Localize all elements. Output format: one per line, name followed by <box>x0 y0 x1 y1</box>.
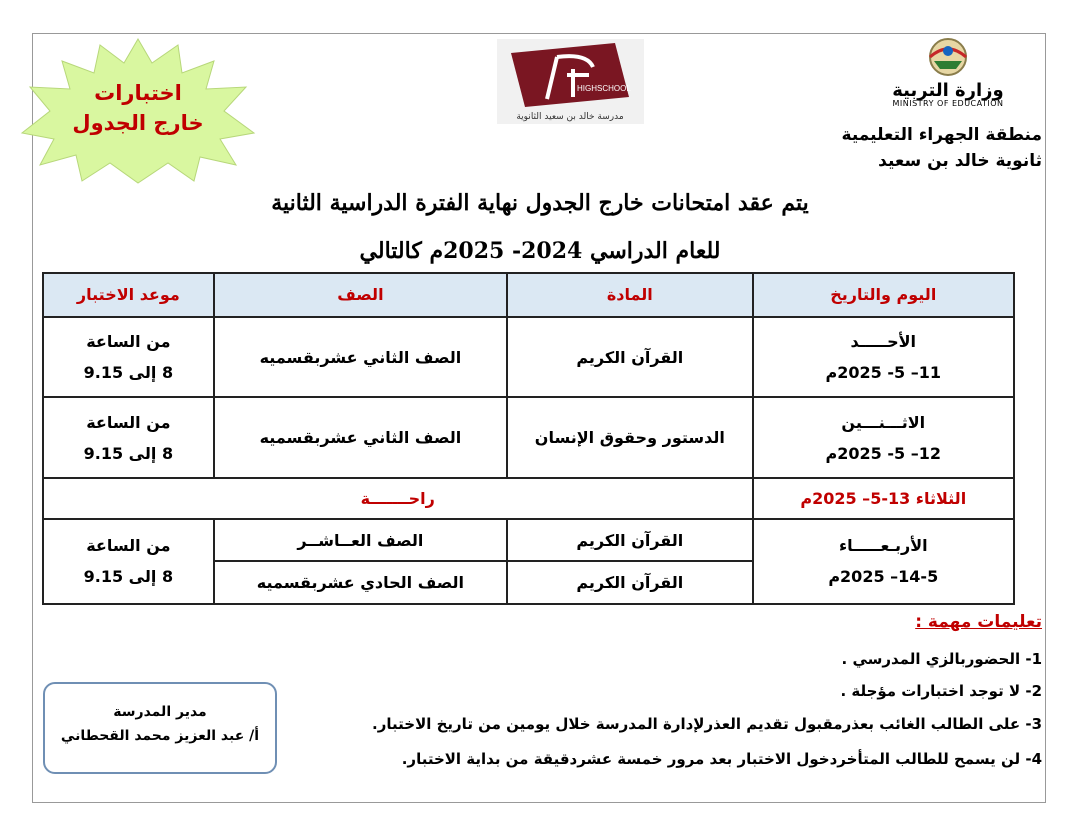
time-range: 8 إلى 9.15 <box>83 443 174 463</box>
exam-date: 11– 5- 2025م <box>825 363 941 382</box>
day-date-cell <box>753 317 1014 398</box>
header-time: موعد الاختبار <box>43 273 214 317</box>
grade-cell: الصف الثاني عشربقسميه <box>214 317 507 398</box>
school-logo-brand: HIGHSCHOOL <box>577 84 631 93</box>
time-range: 8 إلى 9.15 <box>83 567 174 587</box>
table-row <box>43 317 1014 398</box>
ministry-name-en: MINISTRY OF EDUCATION <box>892 99 1004 108</box>
region-name: منطقة الجهراء التعليمية <box>841 125 1042 145</box>
principal-title: مدير المدرسة <box>113 704 207 720</box>
time-from: من الساعة <box>86 412 171 432</box>
subject-cell: القرآن الكريم <box>507 519 752 562</box>
badge-line1: اختبارات <box>94 81 182 105</box>
rest-row <box>43 478 1014 518</box>
subject-cell: القرآن الكريم <box>507 317 752 398</box>
grade-cell: الصف الحادي عشربقسميه <box>214 561 507 604</box>
rest-day-cell: الثلاثاء 13-5– 2025م <box>753 478 1014 518</box>
headline-line1: يتم عقد امتحانات خارج الجدول نهاية الفترة الدراسية الثانية <box>271 190 809 216</box>
table-header-row <box>43 273 1014 317</box>
header-region <box>842 122 1042 174</box>
exam-date: 12– 5- 2025م <box>825 443 941 463</box>
instructions-title: تعليمات مهمة : <box>915 612 1042 632</box>
header-grade: الصف <box>214 273 507 317</box>
ministry-name: وزارة التربية <box>892 80 1004 101</box>
badge-text <box>18 78 258 138</box>
principal-name: أ/ عبد العزيز محمد القحطاني <box>60 728 260 744</box>
headline-line2: للعام الدراسي 2024- 2025م كالتالي <box>359 238 721 264</box>
time-from: من الساعة <box>86 536 171 556</box>
time-cell <box>43 317 214 398</box>
instruction-item: 4- لن يسمح للطالب المتأخردخول الاختبار بعد مرور خمسة عشردقيقة من بداية الاختبار. <box>401 750 1042 768</box>
badge-line2: خارج الجدول <box>72 111 204 135</box>
table-row <box>43 519 1014 562</box>
header-day-date: اليوم والتاريخ <box>753 273 1014 317</box>
exam-schedule-table <box>42 272 1015 605</box>
time-from: من الساعة <box>86 332 171 351</box>
subject-cell: الدستور وحقوق الإنسان <box>507 397 752 478</box>
header-subject: المادة <box>507 273 752 317</box>
time-cell <box>43 519 214 604</box>
day-name: الأربـعـــــاء <box>838 536 928 556</box>
instruction-item: 1- الحضوربالزي المدرسي . <box>841 650 1042 668</box>
day-name: الاثـــنـــين <box>841 412 926 432</box>
grade-cell: الصف الثاني عشربقسميه <box>214 397 507 478</box>
school-name: ثانوية خالد بن سعيد <box>878 151 1042 171</box>
principal-signature-box <box>43 682 277 774</box>
exam-date: 14-5– 2025م <box>828 567 939 587</box>
instruction-item: 2- لا توجد اختبارات مؤجلة . <box>840 682 1042 700</box>
day-date-cell <box>753 397 1014 478</box>
instruction-item: 3- على الطالب الغائب بعذرمقبول تقديم العذرلإدارة المدرسة خلال يومين من تاريخ الاختبار. <box>372 715 1042 733</box>
table-row <box>43 397 1014 478</box>
day-date-cell <box>753 519 1014 604</box>
school-logo-caption: مدرسة خالد بن سعيد الثانوية <box>516 112 624 122</box>
school-logo-icon <box>497 39 644 124</box>
subject-cell: القرآن الكريم <box>507 561 752 604</box>
time-range: 8 إلى 9.15 <box>83 363 174 382</box>
day-name: الأحـــــد <box>850 332 917 351</box>
grade-cell: الصف العــاشــر <box>214 519 507 562</box>
rest-label-cell: راحـــــــة <box>43 478 753 518</box>
time-cell <box>43 397 214 478</box>
